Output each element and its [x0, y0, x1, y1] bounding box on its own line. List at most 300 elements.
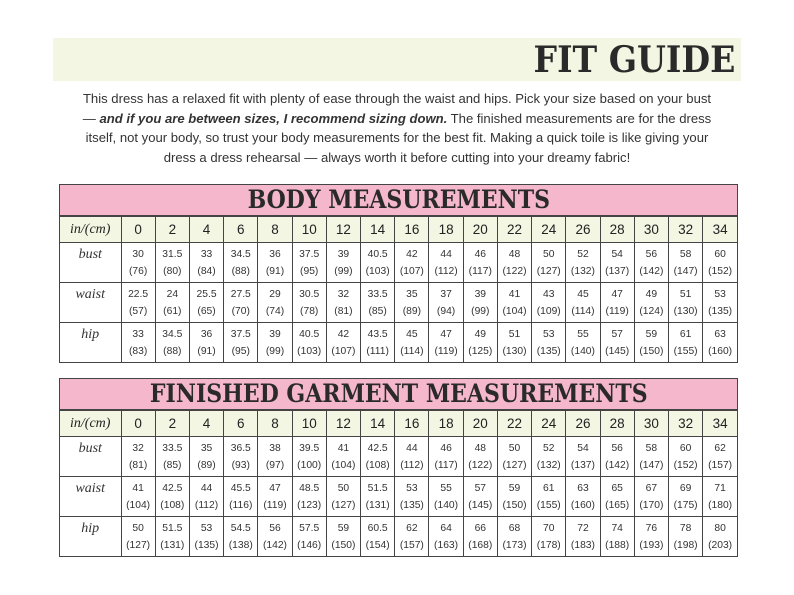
- measurement-cell: [703, 437, 737, 477]
- size-header-cell: 20: [463, 217, 497, 243]
- measurement-cell: [361, 437, 395, 477]
- cm-value: (89): [402, 305, 422, 317]
- unit-label: in/(cm): [60, 217, 121, 243]
- measurement-cell: [292, 517, 326, 557]
- intro-emphasis: and if you are between sizes, I recommend sizing down.: [99, 110, 448, 126]
- measurement-cell: [532, 517, 566, 557]
- size-header-cell: 12: [326, 217, 360, 243]
- cm-value: (127): [126, 539, 151, 551]
- cm-value: (94): [436, 305, 456, 317]
- cm-value: (155): [673, 345, 698, 357]
- inch-value: 57: [474, 482, 487, 494]
- inch-value: 34.5: [162, 328, 183, 340]
- cm-value: (198): [673, 539, 698, 551]
- intro-text-2: The finished measurements are for the dress itself, not your body, so trust your body measurements for the best fit. Making a quick toile is like giving your dress a dress rehearsal — always worth it before cutting into your dreamy fabric!: [85, 110, 712, 165]
- cm-value: (81): [128, 459, 148, 471]
- inch-value: 53: [543, 328, 555, 340]
- inch-value: 47: [440, 328, 452, 340]
- cm-value: (119): [605, 305, 629, 317]
- inch-value: 52: [577, 248, 589, 260]
- inch-value: 51.5: [162, 522, 183, 534]
- table-row: [60, 283, 737, 323]
- size-header-cell: 6: [224, 217, 258, 243]
- measurement-cell: [155, 243, 189, 283]
- inch-value: 52: [543, 442, 555, 454]
- inch-value: 39: [269, 328, 281, 340]
- cm-value: (112): [434, 265, 458, 277]
- measurement-cell: [361, 283, 395, 323]
- cm-value: (146): [297, 539, 322, 551]
- size-header-cell: 26: [566, 411, 600, 437]
- cm-value: (127): [331, 499, 356, 511]
- cm-value: (65): [197, 305, 216, 317]
- cm-value: (130): [502, 345, 527, 357]
- inch-value: 41: [132, 482, 144, 494]
- inch-value: 60: [679, 442, 692, 454]
- cm-value: (135): [399, 499, 424, 511]
- inch-value: 48: [508, 248, 521, 260]
- measurement-cell: [224, 517, 258, 557]
- measurement-cell: [532, 243, 566, 283]
- cm-value: (81): [334, 305, 353, 317]
- cm-value: (70): [231, 305, 250, 317]
- measurement-cell: [429, 323, 463, 363]
- inch-value: 62: [714, 442, 726, 454]
- measurement-cell: [258, 283, 292, 323]
- inch-value: 42: [337, 328, 350, 340]
- size-header-cell: 10: [292, 217, 326, 243]
- cm-value: (76): [128, 265, 148, 277]
- measurement-cell: [703, 283, 737, 323]
- inch-value: 58: [645, 442, 658, 454]
- size-header-cell: 30: [634, 411, 668, 437]
- title-band: [53, 38, 741, 81]
- size-header-cell: 16: [395, 411, 429, 437]
- cm-value: (140): [570, 345, 595, 357]
- cm-value: (108): [365, 459, 390, 471]
- measurement-cell: [497, 477, 531, 517]
- size-header-cell: 24: [532, 217, 566, 243]
- inch-value: 32: [337, 288, 350, 300]
- measurement-cell: [669, 243, 703, 283]
- measurement-cell: [258, 323, 292, 363]
- inch-value: 53: [200, 522, 213, 534]
- cm-value: (135): [194, 539, 219, 551]
- measurement-cell: [326, 243, 360, 283]
- inch-value: 65: [611, 482, 623, 494]
- inch-value: 59: [508, 482, 521, 494]
- size-header-cell: 18: [429, 217, 463, 243]
- cm-value: (99): [265, 345, 285, 357]
- cm-value: (155): [536, 499, 561, 511]
- measurement-cell: [703, 323, 737, 363]
- measurement-cell: [497, 323, 531, 363]
- measurement-cell: [703, 243, 737, 283]
- size-header-cell: 0: [121, 411, 155, 437]
- cm-value: (130): [673, 305, 698, 317]
- measurement-cell: [669, 283, 703, 323]
- cm-value: (95): [300, 265, 319, 277]
- cm-value: (104): [126, 499, 151, 511]
- size-header-cell: 4: [189, 411, 223, 437]
- inch-value: 33: [132, 328, 144, 340]
- size-header-cell: 2: [155, 411, 189, 437]
- measurement-cell: [429, 517, 463, 557]
- measurement-cell: [121, 243, 155, 283]
- inch-value: 37: [440, 288, 452, 300]
- size-header-cell: 16: [395, 217, 429, 243]
- inch-value: 46: [474, 248, 487, 260]
- inch-value: 36.5: [230, 442, 251, 454]
- table-row: [60, 437, 737, 477]
- inch-value: 53: [714, 288, 726, 300]
- size-header-cell: 2: [155, 217, 189, 243]
- measurement-cell: [497, 437, 531, 477]
- inch-value: 27.5: [230, 288, 251, 300]
- cm-value: (114): [571, 305, 595, 317]
- cm-value: (103): [365, 265, 390, 277]
- cm-value: (170): [639, 499, 664, 511]
- row-label: bust: [60, 437, 121, 477]
- cm-value: (103): [297, 345, 322, 357]
- inch-value: 62: [406, 522, 418, 534]
- table-row: [60, 323, 737, 363]
- measurement-cell: [292, 283, 326, 323]
- row-label: bust: [60, 243, 121, 283]
- measurement-grid: [60, 216, 737, 362]
- table-title-text: FINISHED GARMENT MEASUREMENTS: [149, 379, 648, 408]
- measurement-cell: [395, 283, 429, 323]
- inch-value: 30: [132, 248, 144, 260]
- inch-value: 74: [611, 522, 623, 534]
- inch-value: 76: [645, 522, 658, 534]
- size-header-cell: 32: [669, 411, 703, 437]
- inch-value: 60: [714, 248, 726, 260]
- cm-value: (100): [297, 459, 322, 471]
- cm-value: (91): [197, 345, 216, 357]
- size-header-cell: 12: [326, 411, 360, 437]
- measurement-cell: [121, 517, 155, 557]
- size-header-cell: 30: [634, 217, 668, 243]
- inch-value: 40.5: [367, 248, 388, 260]
- measurement-cell: [395, 477, 429, 517]
- measurement-cell: [224, 437, 258, 477]
- inch-value: 63: [577, 482, 589, 494]
- row-label: waist: [60, 477, 121, 517]
- inch-value: 60.5: [367, 522, 388, 534]
- cm-value: (108): [160, 499, 185, 511]
- cm-value: (114): [400, 345, 424, 357]
- measurement-cell: [189, 477, 223, 517]
- measurement-cell: [532, 477, 566, 517]
- inch-value: 39: [474, 288, 487, 300]
- cm-value: (119): [263, 499, 287, 511]
- row-label: waist: [60, 283, 121, 323]
- size-header-cell: 8: [258, 217, 292, 243]
- measurement-cell: [669, 323, 703, 363]
- cm-value: (127): [536, 265, 561, 277]
- cm-value: (145): [605, 345, 630, 357]
- inch-value: 29: [269, 288, 281, 300]
- measurement-cell: [463, 437, 497, 477]
- cm-value: (203): [708, 539, 733, 551]
- cm-value: (147): [639, 459, 664, 471]
- inch-value: 30.5: [299, 288, 320, 300]
- inch-value: 50: [508, 442, 521, 454]
- measurement-cell: [634, 243, 668, 283]
- cm-value: (163): [434, 539, 459, 551]
- inch-value: 59: [337, 522, 350, 534]
- measurement-cell: [361, 477, 395, 517]
- inch-value: 35: [406, 288, 418, 300]
- measurement-cell: [600, 437, 634, 477]
- cm-value: (97): [265, 459, 285, 471]
- measurement-cell: [292, 437, 326, 477]
- inch-value: 51: [679, 288, 692, 300]
- cm-value: (104): [502, 305, 527, 317]
- cm-value: (157): [399, 539, 424, 551]
- size-header-cell: 4: [189, 217, 223, 243]
- cm-value: (150): [331, 539, 356, 551]
- cm-value: (140): [434, 499, 459, 511]
- page-title: FIT GUIDE: [533, 39, 735, 81]
- cm-value: (117): [434, 459, 458, 471]
- measurement-cell: [497, 243, 531, 283]
- measurement-cell: [566, 477, 600, 517]
- row-label: hip: [60, 323, 121, 363]
- measurement-cell: [600, 477, 634, 517]
- cm-value: (119): [434, 345, 458, 357]
- cm-value: (91): [265, 265, 285, 277]
- measurement-cell: [497, 283, 531, 323]
- cm-value: (137): [605, 265, 630, 277]
- cm-value: (173): [502, 539, 527, 551]
- measurement-cell: [463, 323, 497, 363]
- inch-value: 55: [577, 328, 589, 340]
- cm-value: (122): [502, 265, 527, 277]
- cm-value: (131): [160, 539, 185, 551]
- cm-value: (145): [468, 499, 493, 511]
- cm-value: (116): [229, 499, 253, 511]
- table-row: [60, 477, 737, 517]
- measurement-cell: [121, 437, 155, 477]
- measurement-cell: [497, 517, 531, 557]
- cm-value: (112): [400, 459, 424, 471]
- size-header-cell: 8: [258, 411, 292, 437]
- measurement-cell: [566, 323, 600, 363]
- cm-value: (160): [570, 499, 595, 511]
- size-header-cell: 26: [566, 217, 600, 243]
- cm-value: (88): [231, 265, 250, 277]
- cm-value: (142): [262, 539, 287, 551]
- inch-value: 59: [645, 328, 658, 340]
- measurement-cell: [189, 517, 223, 557]
- inch-value: 33.5: [367, 288, 388, 300]
- measurement-cell: [395, 243, 429, 283]
- measurement-cell: [189, 323, 223, 363]
- inch-value: 61: [679, 328, 692, 340]
- cm-value: (95): [231, 345, 250, 357]
- measurement-grid: [60, 410, 737, 556]
- size-header-row: [60, 217, 737, 243]
- size-header-cell: 28: [600, 411, 634, 437]
- inch-value: 68: [508, 522, 521, 534]
- cm-value: (132): [570, 265, 595, 277]
- measurement-cell: [429, 437, 463, 477]
- cm-value: (117): [468, 265, 492, 277]
- measurement-cell: [429, 243, 463, 283]
- inch-value: 49: [474, 328, 487, 340]
- inch-value: 64: [440, 522, 452, 534]
- cm-value: (150): [639, 345, 664, 357]
- inch-value: 49: [645, 288, 658, 300]
- size-header-cell: 24: [532, 411, 566, 437]
- cm-value: (83): [128, 345, 148, 357]
- cm-value: (123): [297, 499, 322, 511]
- cm-value: (84): [197, 265, 216, 277]
- inch-value: 41: [337, 442, 350, 454]
- cm-value: (78): [300, 305, 319, 317]
- cm-value: (137): [570, 459, 595, 471]
- size-header-cell: 6: [224, 411, 258, 437]
- measurement-cell: [634, 477, 668, 517]
- measurement-cell: [566, 283, 600, 323]
- measurement-cell: [292, 477, 326, 517]
- inch-value: 54: [577, 442, 589, 454]
- table-row: [60, 243, 737, 283]
- measurement-cell: [189, 243, 223, 283]
- inch-value: 37.5: [230, 328, 251, 340]
- inch-value: 35: [200, 442, 213, 454]
- measurement-cell: [361, 243, 395, 283]
- inch-value: 40.5: [299, 328, 320, 340]
- inch-value: 51: [508, 328, 521, 340]
- measurement-cell: [224, 283, 258, 323]
- inch-value: 42.5: [162, 482, 183, 494]
- cm-value: (111): [366, 345, 389, 357]
- cm-value: (142): [639, 265, 664, 277]
- measurement-cell: [634, 437, 668, 477]
- inch-value: 78: [679, 522, 692, 534]
- cm-value: (147): [673, 265, 698, 277]
- cm-value: (57): [128, 305, 148, 317]
- measurement-cell: [326, 437, 360, 477]
- cm-value: (168): [468, 539, 493, 551]
- measurement-cell: [429, 283, 463, 323]
- inch-value: 33.5: [162, 442, 183, 454]
- cm-value: (154): [365, 539, 390, 551]
- measurement-cell: [532, 323, 566, 363]
- inch-value: 56: [269, 522, 281, 534]
- cm-value: (157): [708, 459, 733, 471]
- inch-value: 67: [645, 482, 658, 494]
- measurement-cell: [326, 477, 360, 517]
- measurement-cell: [600, 323, 634, 363]
- measurement-cell: [634, 283, 668, 323]
- measurement-cell: [258, 477, 292, 517]
- inch-value: 55: [440, 482, 452, 494]
- inch-value: 43.5: [367, 328, 388, 340]
- inch-value: 45: [577, 288, 589, 300]
- inch-value: 43: [543, 288, 555, 300]
- cm-value: (93): [231, 459, 250, 471]
- cm-value: (183): [570, 539, 595, 551]
- cm-value: (85): [368, 305, 387, 317]
- cm-value: (124): [639, 305, 664, 317]
- cm-value: (127): [502, 459, 527, 471]
- cm-value: (80): [163, 265, 182, 277]
- measurement-cell: [532, 283, 566, 323]
- inch-value: 39: [337, 248, 350, 260]
- size-header-cell: 18: [429, 411, 463, 437]
- measurement-cell: [395, 517, 429, 557]
- inch-value: 44: [200, 482, 213, 494]
- measurement-cell: [155, 517, 189, 557]
- size-header-cell: 14: [361, 411, 395, 437]
- measurement-cell: [463, 283, 497, 323]
- inch-value: 50: [543, 248, 555, 260]
- inch-value: 54: [611, 248, 623, 260]
- inch-value: 69: [679, 482, 692, 494]
- cm-value: (107): [331, 345, 356, 357]
- measurement-cell: [155, 477, 189, 517]
- inch-value: 45: [406, 328, 418, 340]
- measurement-cell: [669, 437, 703, 477]
- measurement-cell: [292, 323, 326, 363]
- inch-value: 80: [714, 522, 726, 534]
- size-header-row: [60, 411, 737, 437]
- measurement-cell: [669, 477, 703, 517]
- measurement-cell: [189, 283, 223, 323]
- measurement-cell: [600, 283, 634, 323]
- inch-value: 44: [440, 248, 452, 260]
- measurement-cell: [224, 477, 258, 517]
- size-header-cell: 34: [703, 217, 737, 243]
- inch-value: 70: [543, 522, 555, 534]
- measurement-cell: [121, 323, 155, 363]
- inch-value: 31.5: [162, 248, 183, 260]
- measurement-cell: [292, 243, 326, 283]
- unit-label: in/(cm): [60, 411, 121, 437]
- measurement-cell: [429, 477, 463, 517]
- size-header-cell: 32: [669, 217, 703, 243]
- inch-value: 36: [200, 328, 213, 340]
- measurement-cell: [566, 517, 600, 557]
- measurement-cell: [669, 517, 703, 557]
- measurement-cell: [121, 283, 155, 323]
- measurement-cell: [258, 437, 292, 477]
- inch-value: 56: [645, 248, 658, 260]
- measurement-cell: [155, 437, 189, 477]
- cm-value: (175): [673, 499, 698, 511]
- cm-value: (135): [536, 345, 561, 357]
- cm-value: (138): [228, 539, 253, 551]
- row-label: hip: [60, 517, 121, 557]
- inch-value: 32: [132, 442, 144, 454]
- cm-value: (122): [468, 459, 493, 471]
- cm-value: (135): [708, 305, 733, 317]
- table-row: [60, 517, 737, 557]
- cm-value: (107): [399, 265, 424, 277]
- cm-value: (125): [468, 345, 493, 357]
- cm-value: (99): [334, 265, 353, 277]
- measurement-cell: [361, 323, 395, 363]
- intro-paragraph: [80, 89, 714, 167]
- inch-value: 63: [714, 328, 726, 340]
- measurement-cell: [155, 283, 189, 323]
- cm-value: (85): [163, 459, 182, 471]
- measurement-cell: [463, 517, 497, 557]
